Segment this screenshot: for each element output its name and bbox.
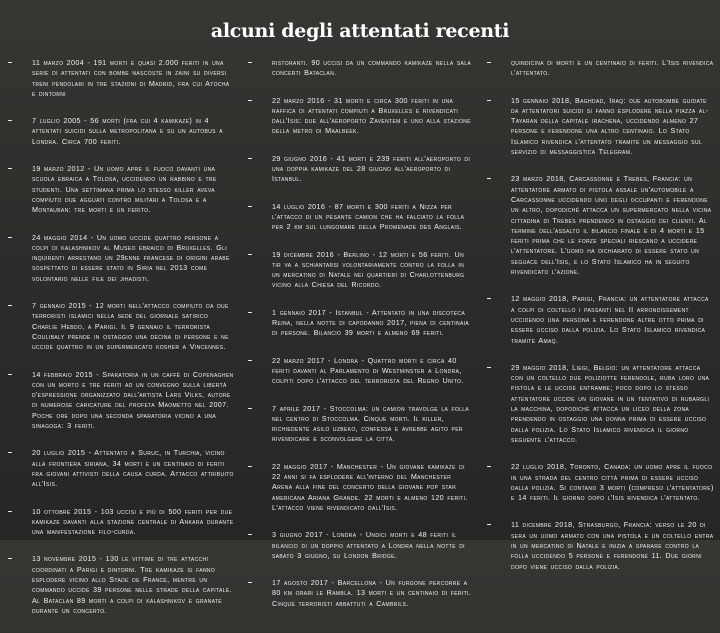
list-item-text: 11 marzo 2004 - 191 morti e quasi 2.000 feriti in una serie di attentati con bombe nascoste in zaini su diversi treni pendolari in tre stazioni di Madrid, fra cui Atocha e dintorni bbox=[32, 58, 230, 98]
list-item bbox=[483, 174, 715, 277]
list-item-text: 24 maggio 2014 - Un uomo uccide quattro persone a colpi di kalashnikov al Museo ebraico di Bruxelles. Gli inquirenti arrestano un 29enne francese di origini arabe sospettato di essere stato in Siria nel 2013 come volontario nelle file dei jihadisti. bbox=[32, 232, 230, 283]
bullet-icon bbox=[8, 374, 12, 375]
list-item bbox=[244, 356, 472, 387]
list-item-text: 14 febbraio 2015 - Sparatoria in un caffè di Copenaghen con un morto e tre feriti ad un convegno sulla libertà d'espressione organizzato dall'artista Lars Vilks, autore di numerose caricature del profeta Maometto nel 2007. Poche ore dopo una seconda sparatoria vicino a una sinagoga: 3 feriti. bbox=[32, 369, 234, 431]
bullet-icon bbox=[487, 62, 491, 63]
list-item-text: 22 maggio 2017 - Manchester - Un giovane kamikaze di 22 anni si fa esplodere all'interno del Manchester Arena alla fine del concerto della giovane pop star americana Ariana Grande. 22 morti e almeno 120 feriti. L'attacco viene rivendicato dall'Isis. bbox=[272, 461, 468, 512]
list-item bbox=[483, 520, 715, 571]
bullet-icon bbox=[248, 408, 252, 409]
bullet-icon bbox=[8, 120, 12, 121]
list-item bbox=[244, 578, 472, 609]
bullet-icon bbox=[487, 367, 491, 368]
list-item bbox=[4, 448, 236, 489]
bullet-icon bbox=[248, 582, 252, 583]
list-item-text: 29 maggio 2018, Liegi, Belgio: un attentatore attacca con un coltello due poliziotte ferendole, ruba loro una pistola e le uccide entrambe; poco dopo lo stesso attentatore uccide un giovane in un tentativo di rubargli la macchina, dopodiché attacca un liceo della zona prendendo in ostaggio una donna prima di essere ucciso dalla polizia. Lo Stato Islamico rivendica il giorno seguente l'attacco. bbox=[511, 362, 710, 444]
bullet-icon bbox=[248, 100, 252, 101]
list-item-text: 17 agosto 2017 - Barcellona - Un furgone percorre a 80 km orari le Rambla. 13 morti e un centinaio di feriti. Cinque terroristi abbattuti a Cambrils. bbox=[272, 578, 472, 608]
list-item-text: quindicina di morti e un centinaio di feriti. L'Isis rivendica l'attentato. bbox=[511, 58, 714, 78]
list-item bbox=[4, 58, 236, 99]
bullet-icon bbox=[487, 178, 491, 179]
list-item-text: 1 gennaio 2017 - Istanbul - Attentato in una discoteca Reina, nella notte di capodanno 2017, piena di centinaia di persone. Bilancio 39 morti e almeno 69 feriti. bbox=[272, 307, 470, 338]
list-item bbox=[483, 363, 715, 445]
bullet-icon bbox=[8, 237, 12, 238]
list-item bbox=[4, 116, 236, 147]
list-item bbox=[244, 58, 472, 79]
list-item-text: 13 novembre 2015 - 130 le vittime di tre attacchi coordinati a Parigi e dintorni. Tre kamikaze si fanno esplodere vicino allo Stade de France, mentre un commando uccide 39 persone nelle strade della capitale. Al Bataclan 89 morti a colpi di kalashnikov e granate durante un concerto. bbox=[32, 554, 232, 615]
list-item-text: 7 gennaio 2015 - 12 morti nell'attacco compiuto da due terroristi islamici nella sede del giornale satirico Charlie Hebdo, a Parigi. Il 9 gennaio il terrorista Coulibaly prende in ostaggio una decina di persone e ne uccide quattro in un supermercato kosher a Vincennes. bbox=[32, 301, 229, 352]
list-item-text: 20 luglio 2015 - Attentato a Suruc, in Turchia, vicino alla frontiera siriana, 34 morti e un centinaio di feriti fra giovani attivisti della causa curda. Attacco attribuito all'Isis. bbox=[32, 448, 234, 489]
bullet-icon bbox=[8, 558, 12, 559]
bullet-icon bbox=[8, 305, 12, 306]
list-item bbox=[4, 301, 236, 352]
list-item bbox=[483, 462, 715, 503]
bullet-icon bbox=[8, 168, 12, 169]
bullet-icon bbox=[487, 100, 491, 101]
list-item-text: 12 maggio 2018, Parigi, Francia: un attentatore attacca a colpi di coltello i passanti nel II arrondissement uccidendo una persona e ferendone altre otto prima di essere ucciso dalla polizia. Lo Stato Islamico rivendica tramite Amaq. bbox=[511, 294, 709, 345]
bullet-icon bbox=[248, 312, 252, 313]
list-item bbox=[4, 233, 236, 284]
list-item-text: 14 luglio 2016 - 87 morti e 300 feriti a Nizza per l'attacco di un pesante camion che ha falciato la folla per 2 km sul lungomare della Promenade des Anglais. bbox=[272, 201, 465, 232]
list-item-text: 10 ottobre 2015 - 103 uccisi e più di 500 feriti per due kamikaze davanti alla stazione centrale di Ankara durante una manifestazione filo-curda. bbox=[32, 506, 234, 537]
list-item bbox=[244, 96, 472, 137]
column-1 bbox=[4, 58, 236, 633]
list-item bbox=[4, 507, 236, 538]
list-item-text: 22 marzo 2016 - 31 morti e circa 300 feriti in una raffica di attentati compiuti a Bruxelles e rivendicati dall'Isis: due all'aeroporto Zaventem e uno alla stazione della metro di Maalbeek. bbox=[272, 95, 471, 136]
list-item-text: 22 luglio 2018, Toronto, Canada: un uomo apre il fuoco in una strada del centro città prima di essere ucciso dalla polizia. Si contano 3 morti (compreso l'attentatore) e 14 feriti. Il giorno dopo l'Isis rivendica l'attentato. bbox=[511, 462, 714, 503]
list-item-text: ristoranti. 90 uccisi da un commando kamikaze nella sala concerti Bataclan. bbox=[272, 58, 472, 78]
list-item bbox=[244, 462, 472, 513]
list-item bbox=[483, 294, 715, 345]
bullet-icon bbox=[248, 254, 252, 255]
list-item bbox=[4, 370, 236, 432]
list-item bbox=[244, 202, 472, 233]
bullet-icon bbox=[248, 62, 252, 63]
bullet-icon bbox=[248, 158, 252, 159]
slide-title: alcuni degli attentati recenti bbox=[210, 20, 510, 42]
column-3 bbox=[483, 58, 715, 589]
bullet-icon bbox=[8, 452, 12, 453]
bullet-icon bbox=[487, 298, 491, 299]
list-item bbox=[244, 154, 472, 185]
list-item bbox=[244, 530, 472, 561]
column-2 bbox=[244, 58, 472, 626]
list-item-text: 19 dicembre 2016 - Berlino - 12 morti e 56 feriti. Un tir va a schiantarsi volontariamente contro la folla in un mercatino di Natale nei quartieri di Charlottenburg vicino alla Chiesa del Ricordo. bbox=[272, 249, 465, 290]
list-item bbox=[244, 308, 472, 339]
list-item-text: 7 aprile 2017 - Stoccolma: un camion travolge la folla nel centro di Stoccolma. Cinque morti. Il killer, richiedente asilo uzbeko, confessa e avrebbe agito per rivendicare e sconvolgere la città. bbox=[272, 403, 470, 444]
bullet-icon bbox=[8, 62, 12, 63]
bullet-icon bbox=[487, 524, 491, 525]
list-item-text: 23 marzo 2018, Carcassonne e Trebes, Francia: un attentatore armato di pistola assale un'automobile a Carcassonne uccidendo uno degli occupanti e ferendone un altro, dopodiché attacca un supermercato nella vicina cittadina di Trebes prendendo in ostaggio dei clienti. Al termine dell'assalto il bilancio finale è di 4 morti e 15 feriti prima che le forze speciali riescano a uccidere l'attentatore. L'uomo ha dichiarato di essere stato un seguace dell'Isis, e lo Stato Islamico ha in seguito rivendicato l'azione. bbox=[511, 174, 712, 277]
list-item bbox=[483, 96, 715, 158]
list-item-text: 3 giugno 2017 - Londra - Undici morti e 48 feriti il bilancio di un doppio attentato a Londra nella notte di sabato 3 giugno, su London Bridge. bbox=[272, 530, 465, 560]
bullet-icon bbox=[487, 466, 491, 467]
list-item bbox=[4, 164, 236, 215]
bullet-icon bbox=[8, 511, 12, 512]
bullet-icon bbox=[248, 360, 252, 361]
list-item bbox=[244, 250, 472, 291]
list-item-text: 19 marzo 2012 - Un uomo apre il fuoco davanti una scuola ebraica a Tolosa, uccidendo un rabbino e tre studenti. Una settimana prima lo stesso killer aveva compiuto due agguati contro militari a Tolosa e a Montauban: tre morti e un ferito. bbox=[32, 164, 217, 215]
list-item-text: 29 giugno 2016 - 41 morti e 239 feriti all'aeroporto di una doppia kamikaze del 28 giugno all'aeroporto di Istanbul. bbox=[272, 153, 471, 184]
list-item bbox=[244, 404, 472, 445]
bullet-icon bbox=[248, 206, 252, 207]
bullet-icon bbox=[248, 466, 252, 467]
list-item-text: 15 gennaio 2018, Baghdad, Iraq: due autobombe guidate da attentatori suicidi si fanno esplodere nella piazza al-Tayaran della capitale irachena, uccidendo almeno 27 persone e ferendone una altro centinaio. Lo Stato Islamico rivendica l'attentato tramite un messaggio sul servizio di messaggistica Telegram. bbox=[511, 95, 709, 157]
list-item-text: 22 marzo 2017 - Londra - Quattro morti e circa 40 feriti davanti al Parlamento di Westminster a Londra, colpiti dopo l'attacco del terrorista del Regno Unito. bbox=[272, 355, 464, 386]
list-item-text: 7 luglio 2005 - 56 morti (fra cui 4 kamikaze) in 4 attentati suicidi sulla metropolitana e su un autobus a Londra. Circa 700 feriti. bbox=[32, 116, 223, 146]
bullet-icon bbox=[248, 534, 252, 535]
list-item-text: 11 dicembre 2018, Strasburgo, Francia: verso le 20 di sera un uomo armato con una pistola e un coltello entra in un mercatino di Natale e inizia a sparare contro la folla uccidendo 5 persone e ferendone 11. Due giorni dopo viene ucciso dalla polizia. bbox=[511, 520, 714, 571]
list-item bbox=[483, 58, 715, 79]
list-item bbox=[4, 554, 236, 616]
